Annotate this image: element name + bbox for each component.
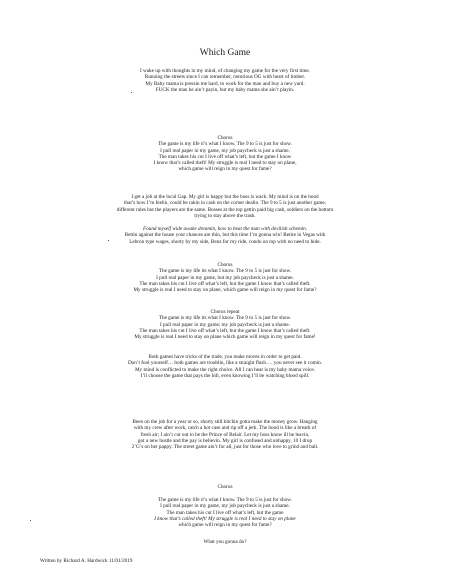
lyric-line: fresh air; I ain’t cut out to be the Prince of Belair. Let my boss know ill be leavin, <box>140 431 310 438</box>
lyric-line: Been on the job for a year or so, shorty still bitchin gotta make the money grow. Hanging <box>132 419 318 425</box>
lyric-line: Running the streets since I can remember, notorious OG with heart of timber. <box>144 74 306 81</box>
lyric-line: different rules but the players are the same. Bosses at the top gettin paid big cash, soldiers on the bottom <box>116 206 334 213</box>
lyric-line: The game is my life its what I know. The 9 to 5 is just for show. <box>158 268 292 275</box>
lyric-line: My Baby mama is pressin me hard, to work for the man and buy a new yard. <box>145 80 305 87</box>
lyric-line: I pull real paper in my game, my job paycheck is just a shame. <box>160 147 290 154</box>
song-title: Which Game <box>199 48 251 58</box>
chorus-2 <box>0 262 450 293</box>
lyric-line: which game will reign in my quest for fame? <box>178 166 272 173</box>
lyric-line: The game is my life it’s what I know. The 9 to 5 is just for show. <box>158 141 292 148</box>
chorus-heading: Chorus <box>217 484 233 490</box>
lyric-line: Found myself wide awake dreamin, how to beat the man with devilish schemin. <box>142 226 308 232</box>
lyric-line: 2’G’s on her pappy. The street game ain’t for all, just for those who love to grind and ball. <box>131 444 319 451</box>
verse-3 <box>0 226 450 245</box>
verse-5 <box>0 419 450 450</box>
lyric-line: The man takes his cut I live off what’s left, but the game I know <box>158 153 292 160</box>
lyric-line: I pull real paper in my game; my job paycheck is just a shame. <box>160 321 290 328</box>
chorus-heading: Chorus repeat <box>210 309 240 315</box>
verse-2 <box>0 194 450 219</box>
chorus-1 <box>0 135 450 173</box>
chorus-heading: Chorus <box>217 262 233 268</box>
lyric-line: I know that’s called theft! My struggle is real I need to stay on plane <box>154 515 296 522</box>
author-credit: Written by Richard A. Hardwick 11/01/2019 <box>40 558 133 564</box>
lyric-line: The man takes his cut I live off what’s left, but the game <box>166 509 284 516</box>
lyric-line: I know that’s called theft! My struggle is real I need to stay on plane, <box>153 160 297 167</box>
lyric-line: My struggle is real I need to stay on plane, which game will reign in my quest for fame? <box>133 287 317 294</box>
lyric-line: The game is my life its what I know. The 9 to 5 is just for show. <box>158 315 292 322</box>
lyric-line: Lebron type wages, shorty by my side, Benz for my ride, condo on top with no need to hide. <box>129 238 321 245</box>
chorus-3 <box>0 309 450 340</box>
lyric-line: trying to stay above the trash. <box>194 212 256 219</box>
verse-4 <box>0 354 450 379</box>
lyric-line: Don’t fool yourself… both games are troublin, like a straight flush…. you never see it comin. <box>127 360 323 367</box>
lyric-line: got a new hustle and the pay is believin. My girl is confused and unhappy, 10 I drop <box>137 437 313 444</box>
lyric-line: Both games have tricks of the trade, you make moves in order to get paid. <box>148 354 302 360</box>
lyric-line: My struggle is real I need to stay on plane which game will reign in my quest for fame! <box>134 334 316 341</box>
lyric-line: I get a job at the local Gap. My girl is happy but the boss is wack. My mind is on the hood <box>131 194 319 200</box>
lyric-line: which game will reign in my quest for fame? <box>178 522 272 529</box>
lyric-line: with my crew after work, catch a hot case and rip off a jerk. The hood is like a breath of <box>133 425 317 432</box>
chorus-4 <box>0 484 450 490</box>
chorus-4-lines <box>0 497 450 528</box>
lyric-line: My mind is conflicted to make the right choice. All I can hear is my baby mama voice. <box>135 366 315 373</box>
lyric-line: The game is my life it’s what I know. The 9 to 5 is just for show. <box>158 497 292 503</box>
lyric-line: The man takes his cut I live off what’s left, but the game I know that’s called theft. <box>139 280 311 287</box>
verse-1 <box>0 68 450 93</box>
lyric-line: I pull real paper in my game, my job paycheck is just a shame. <box>160 503 290 510</box>
lyric-line: FUCK the man he ain’t payin, but my baby mama she ain’t playin. <box>155 86 295 93</box>
closing-text: What you gonna do? <box>203 539 247 545</box>
lyric-line: The man takes his cut I live off what’s left, but the game I know that’s called theft. <box>139 327 311 334</box>
lyric-line: that’s how I’m feelin, could be rakin in cash on the corner dealin. The 9 to 5 is just another game, <box>123 200 326 207</box>
lyric-line: I pull real paper in my game, but my job paycheck is just a shame. <box>156 274 294 281</box>
lyric-line: Bettin against the house your chances are thin, but this time I’m gonna win! Retire in Vegas with <box>124 232 326 239</box>
chorus-heading: Chorus <box>217 135 233 141</box>
closing-line <box>0 539 450 545</box>
lyric-line: I’ll choose the game that pays the bill, even knowing I’ll be watching blood spill. <box>140 372 310 379</box>
lyric-line: I wake up with thoughts in my mind, of changing my game for the very first time. <box>139 68 310 74</box>
